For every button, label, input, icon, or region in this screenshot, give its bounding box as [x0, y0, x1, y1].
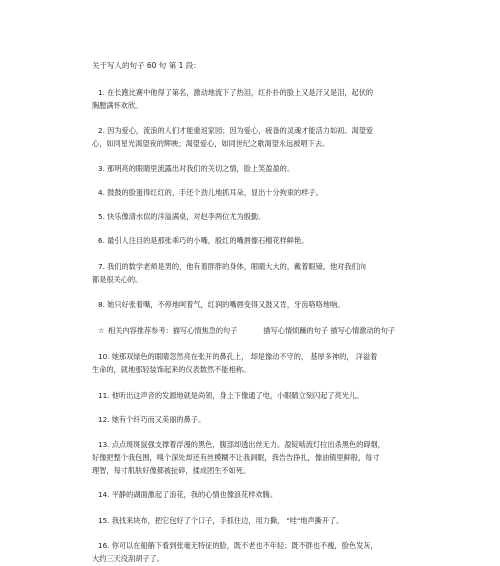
paragraph-line: 2. 因为爱心，流浪的人们才能重返家园；因为爱心，疲备的灵魂才能活力如初。渴望爱 [98, 126, 374, 135]
paragraph-10 [92, 350, 422, 376]
paragraph-2 [92, 124, 422, 150]
paragraph-1 [92, 86, 422, 112]
paragraph-line: 12. 她有个纤巧而又美丽的鼻子。 [98, 415, 206, 424]
paragraph-7 [92, 260, 422, 286]
paragraph-line: 14. 平静的湖面激起了浪花，我的心情也像浪花样欢腾。 [98, 490, 278, 499]
paragraph-line: 4. 鼓鼓的脸蛋得红红的，手还个劲儿地抓耳朵，显出十分拘束的样子。 [98, 188, 323, 197]
paragraph-line: 1. 在长跑比赛中他得了第名，激动地流下了热泪，红扑扑的脸上又是汗又是泪，起伏的 [98, 88, 374, 97]
paragraph-line: 都是很关心的。 [92, 275, 143, 284]
paragraph-4 [92, 186, 422, 199]
paragraph-line: 理智，每寸肌肤好像都被扯碎，揉成团生不如死。 [92, 466, 251, 475]
paragraph-6 [92, 234, 422, 247]
related-link-1[interactable]: 描写心情焦急的句子 [172, 326, 238, 335]
paragraph-11 [92, 389, 422, 402]
paragraph-3 [92, 162, 422, 175]
paragraph-line: 7. 我们的数学老师是男的，他有着胖胖的身体，眼睛大大的，戴着眼镜。他对我们向 [98, 262, 366, 271]
paragraph-line: 5. 快乐像清水似的洋溢满桌，对赵李两位尤为殷勤。 [98, 212, 266, 221]
paragraph-line: 6. 最引人注目的是那张乖巧的小嘴，殷红的嘴唇像石榴花样鲜艳。 [98, 236, 309, 245]
paragraph-line: 8. 她只好张着嘴，不停地呵着气，红润的嘴唇变得又鼓又肯，牙齿咯咯地响。 [98, 300, 345, 309]
star-icon: ☆ [98, 326, 105, 335]
paragraph-15 [92, 514, 422, 527]
paragraph-12 [92, 413, 422, 426]
paragraph-13 [92, 438, 422, 477]
paragraph-line: 16. 你可以在船艄下看到张毫无特征的脸，既不老也不年轻；既不胖也不瘦，脸色发灰， [98, 541, 378, 550]
paragraph-14 [92, 488, 422, 501]
paragraph-line: 13. 点点斑斑鼠强支撑着浮漫的黑色，腹部却透出丝无力。盈锭啮流灯拉出杀黑色的碍烟， [98, 440, 385, 449]
paragraph-8 [92, 298, 422, 311]
paragraph-16 [92, 539, 422, 565]
related-link-3[interactable]: 描写心情激动的句子 [330, 326, 396, 335]
related-prefix: 相关内容推荐参考： [108, 326, 173, 335]
paragraph-line: 心，如同星光渴望夜的辉映；渴望爱心，如同世纪之歌渴望永远被唱下去。 [92, 139, 330, 148]
paragraph-line: 11. 他听出这声音的发源地就是尚领，身上下像通了电，小眼睛立刻闪起了亮光儿。 [98, 391, 364, 400]
paragraph-line: 生命的，就地那轻装饰起来的仪表数然不能相称。 [92, 365, 251, 374]
paragraph-line: 胸膛满怀欢欣。 [92, 101, 143, 110]
paragraph-line: 大约三天没刮胡子了。 [92, 554, 164, 563]
document-title: 关于写人的句子 60 句 第 1 段： [92, 61, 201, 70]
paragraph-line: 3. 那明亮的眼睛里流露出对我们的关切之情，脸上笑盈盈的。 [98, 164, 295, 173]
paragraph-line: 好像把整个我包围，嗅个深处却还有丝模糊不让我洞眠，我告告挣扎，像油镇里鲜般，每寸 [92, 453, 380, 462]
paragraph-line: 10. 她那双绿色的眼睛忽然亮在张开的鼻孔上， 却是像动不守的， 基厚多神的， 洋溢着 [98, 352, 378, 361]
paragraph-line: 15. 我找来块布，把它包好了个口子，手抓住边，用力撕， "哇"地声撕开了。 [98, 516, 344, 525]
related-link-2[interactable]: 描写心情烦躁的句子 [263, 326, 329, 335]
related-content-line [92, 324, 395, 337]
paragraph-5 [92, 210, 422, 223]
